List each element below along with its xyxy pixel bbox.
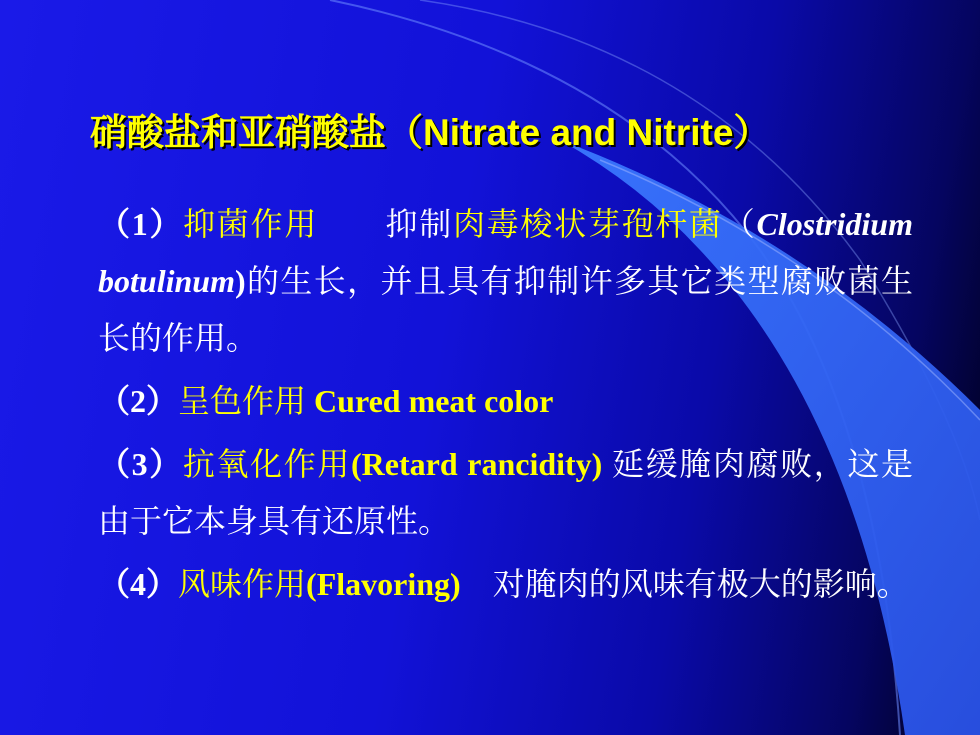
- point-3-number: （3）: [98, 446, 183, 482]
- point-3-english: (Retard rancidity): [351, 446, 603, 482]
- point-1-heading: 抑菌作用: [183, 206, 319, 242]
- point-3: [98, 436, 913, 550]
- point-4: [98, 556, 913, 613]
- point-1-paren-close: ): [234, 263, 246, 299]
- point-2-number: （2）: [98, 383, 179, 419]
- point-1-text: 的生长，并且具有抑制许多其它类型腐败菌生长的作用。: [98, 263, 913, 356]
- point-4-english: (Flavoring): [306, 566, 461, 602]
- point-1-lead: 抑制: [385, 206, 453, 242]
- point-1-paren-open: （: [722, 206, 757, 242]
- point-1: [98, 196, 913, 367]
- point-4-text: 对腌肉的风味有极大的影响。: [492, 566, 909, 602]
- point-3-heading: 抗氧化作用: [182, 446, 351, 482]
- point-2: [98, 373, 913, 430]
- slide-body: [98, 196, 913, 619]
- point-4-number: （4）: [98, 566, 179, 602]
- point-2-heading: 呈色作用: [178, 383, 307, 419]
- slide-title: 硝酸盐和亚硝酸盐（Nitrate and Nitrite）: [90, 112, 771, 153]
- point-1-organism: 肉毒梭状芽孢杆菌: [452, 206, 723, 242]
- point-4-heading: 风味作用: [178, 566, 307, 602]
- point-3-text: 延缓腌肉腐败，这是由于它本身具有还原性。: [98, 446, 913, 539]
- point-2-english: Cured meat color: [314, 383, 554, 419]
- point-1-number: （1）: [98, 206, 184, 242]
- point-1-latin-name: Clostridium botulinum: [98, 206, 913, 299]
